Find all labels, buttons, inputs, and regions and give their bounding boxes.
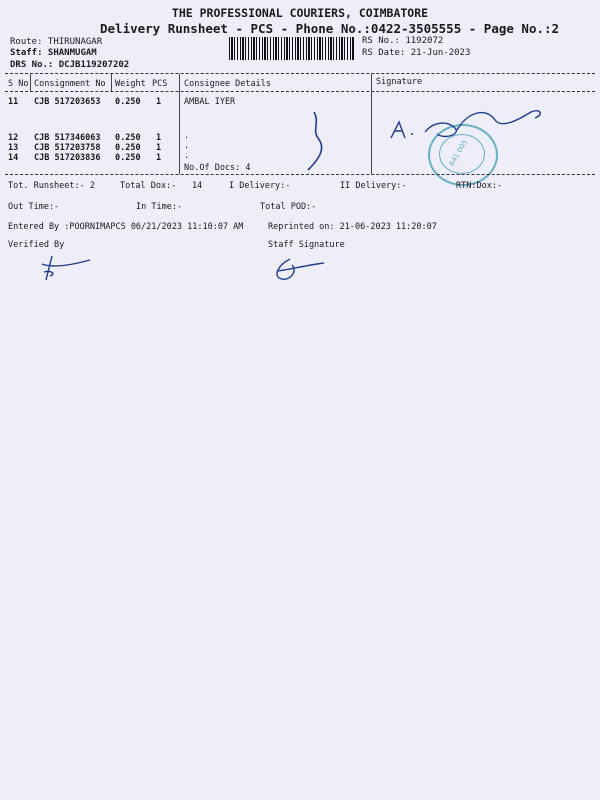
col-divider	[179, 74, 180, 174]
table-row-weight: 0.250	[115, 143, 141, 153]
col-header-consignment: Consignment No	[34, 79, 106, 89]
staff-signature-label: Staff Signature	[268, 240, 345, 250]
verifier-signature	[38, 252, 98, 284]
staff-label: Staff: SHANMUGAM	[10, 48, 97, 58]
table-row-weight: 0.250	[115, 153, 141, 163]
col-header-sno: S No	[8, 79, 29, 89]
table-row-consignment: CJB 517203653	[34, 97, 101, 107]
col-header-weight: Weight	[115, 79, 146, 89]
table-row-consignee: .	[184, 151, 190, 161]
rs-number: RS No.: 1192072	[362, 36, 444, 46]
table-row-weight: 0.250	[115, 133, 141, 143]
drs-number: DRS No.: DCJB119207202	[10, 60, 130, 70]
table-bottom-rule	[5, 174, 595, 175]
table-row-pcs: 1	[156, 143, 162, 153]
no-of-docs: No.Of Docs: 4	[184, 163, 251, 173]
table-row-consignee: .	[184, 141, 190, 151]
handwritten-scribble	[300, 108, 340, 178]
route-label: Route: THIRUNAGAR	[10, 37, 103, 47]
rs-date: RS Date: 21-Jun-2023	[362, 48, 471, 58]
table-row-consignee: .	[184, 131, 190, 141]
runsheet-title: Delivery Runsheet - PCS - Phone No.:0422-3505555 - Page No.:2	[100, 21, 560, 36]
in-time: In Time:-	[136, 202, 183, 212]
table-row-consignment: CJB 517346063	[34, 133, 101, 143]
table-row-sno: 14	[8, 153, 19, 163]
rtn-dox: RTN:Dox:-	[456, 181, 503, 191]
i-delivery: I Delivery:-	[229, 181, 291, 191]
col-divider	[111, 74, 112, 91]
table-row-pcs: 1	[156, 133, 162, 143]
total-dox-label: Total Dox:-	[120, 181, 177, 191]
col-divider	[371, 74, 372, 174]
reprinted-on: Reprinted on: 21-06-2023 11:20:07	[268, 222, 437, 232]
total-pod: Total POD:-	[260, 202, 317, 212]
col-header-pcs: PCS	[152, 79, 168, 89]
tot-runsheet: Tot. Runsheet:- 2	[8, 181, 95, 191]
col-header-consignee: Consignee Details	[184, 79, 271, 89]
col-header-signature: Signature	[376, 77, 423, 87]
table-row-consignment: CJB 517203758	[34, 143, 101, 153]
table-header-rule	[5, 91, 595, 92]
entered-by: Entered By :POORNIMAPCS 06/21/2023 11:10:07 AM	[8, 222, 244, 232]
out-time: Out Time:-	[8, 202, 60, 212]
receiver-signature	[385, 100, 555, 150]
col-divider	[30, 74, 31, 91]
table-row-consignee: AMBAL IYER	[184, 97, 236, 107]
ii-delivery: II Delivery:-	[340, 181, 407, 191]
table-row-weight: 0.250	[115, 97, 141, 107]
table-row-sno: 13	[8, 143, 19, 153]
table-row-pcs: 1	[156, 97, 162, 107]
table-row-sno: 12	[8, 133, 19, 143]
staff-signature-mark	[268, 255, 328, 285]
table-row-consignment: CJB 517203836	[34, 153, 101, 163]
table-top-rule	[5, 73, 595, 74]
company-title: THE PROFESSIONAL COURIERS, COIMBATORE	[171, 6, 429, 20]
company-stamp: 641 005	[428, 124, 498, 186]
total-dox-value: 14	[192, 181, 203, 191]
table-row-sno: 11	[8, 97, 19, 107]
table-row-pcs: 1	[156, 153, 162, 163]
barcode	[229, 37, 355, 60]
verified-by-label: Verified By	[8, 240, 65, 250]
